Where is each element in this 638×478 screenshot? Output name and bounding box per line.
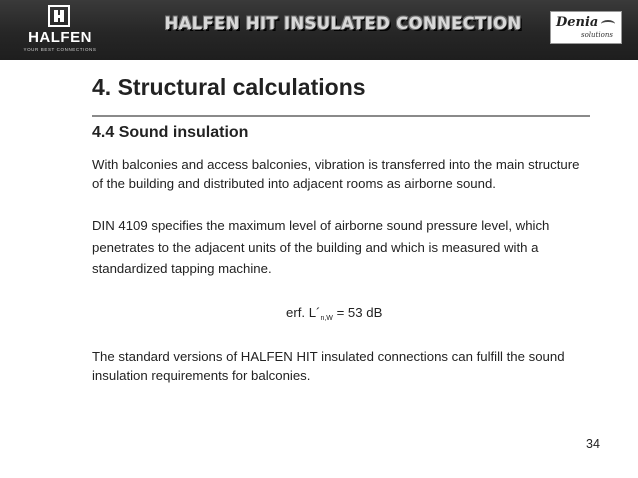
section-heading: 4. Structural calculations — [92, 74, 366, 100]
formula-prefix: erf. L´ — [286, 305, 321, 320]
formula-suffix: = 53 dB — [332, 305, 383, 320]
page-number: 34 — [586, 437, 600, 451]
paragraph-vibration: With balconies and access balconies, vibration is transferred into the main structure of the building and distributed into adjacent rooms as airborne sound. — [92, 157, 580, 191]
formula-subscript: n,W — [320, 315, 333, 322]
halfen-logo-tagline: YOUR BEST CONNECTIONS — [23, 47, 97, 52]
denia-logo-name: Denia — [556, 15, 599, 30]
denia-logo-subtitle: solutions — [581, 31, 613, 39]
header-bar — [0, 0, 638, 60]
sound-level-formula — [286, 305, 382, 320]
halfen-logo — [18, 5, 102, 57]
heading-divider — [92, 115, 590, 117]
halfen-logo-brand: HALFEN — [28, 29, 92, 46]
denia-logo — [550, 11, 622, 44]
denia-swoosh-icon — [601, 20, 615, 28]
halfen-h-icon — [48, 5, 70, 27]
paragraph-halfen-hit: The standard versions of HALFEN HIT insulated connections can fulfill the sound insulation requirements for balconies. — [92, 349, 565, 383]
paragraph-din-4109: DIN 4109 specifies the maximum level of airborne sound pressure level, which penetrates to the adjacent units of the building and which is measured with a standardized tapping machine. — [92, 218, 550, 276]
subsection-heading: 4.4 Sound insulation — [92, 124, 249, 141]
header-title: HALFEN HIT INSULATED CONNECTION — [164, 14, 522, 33]
